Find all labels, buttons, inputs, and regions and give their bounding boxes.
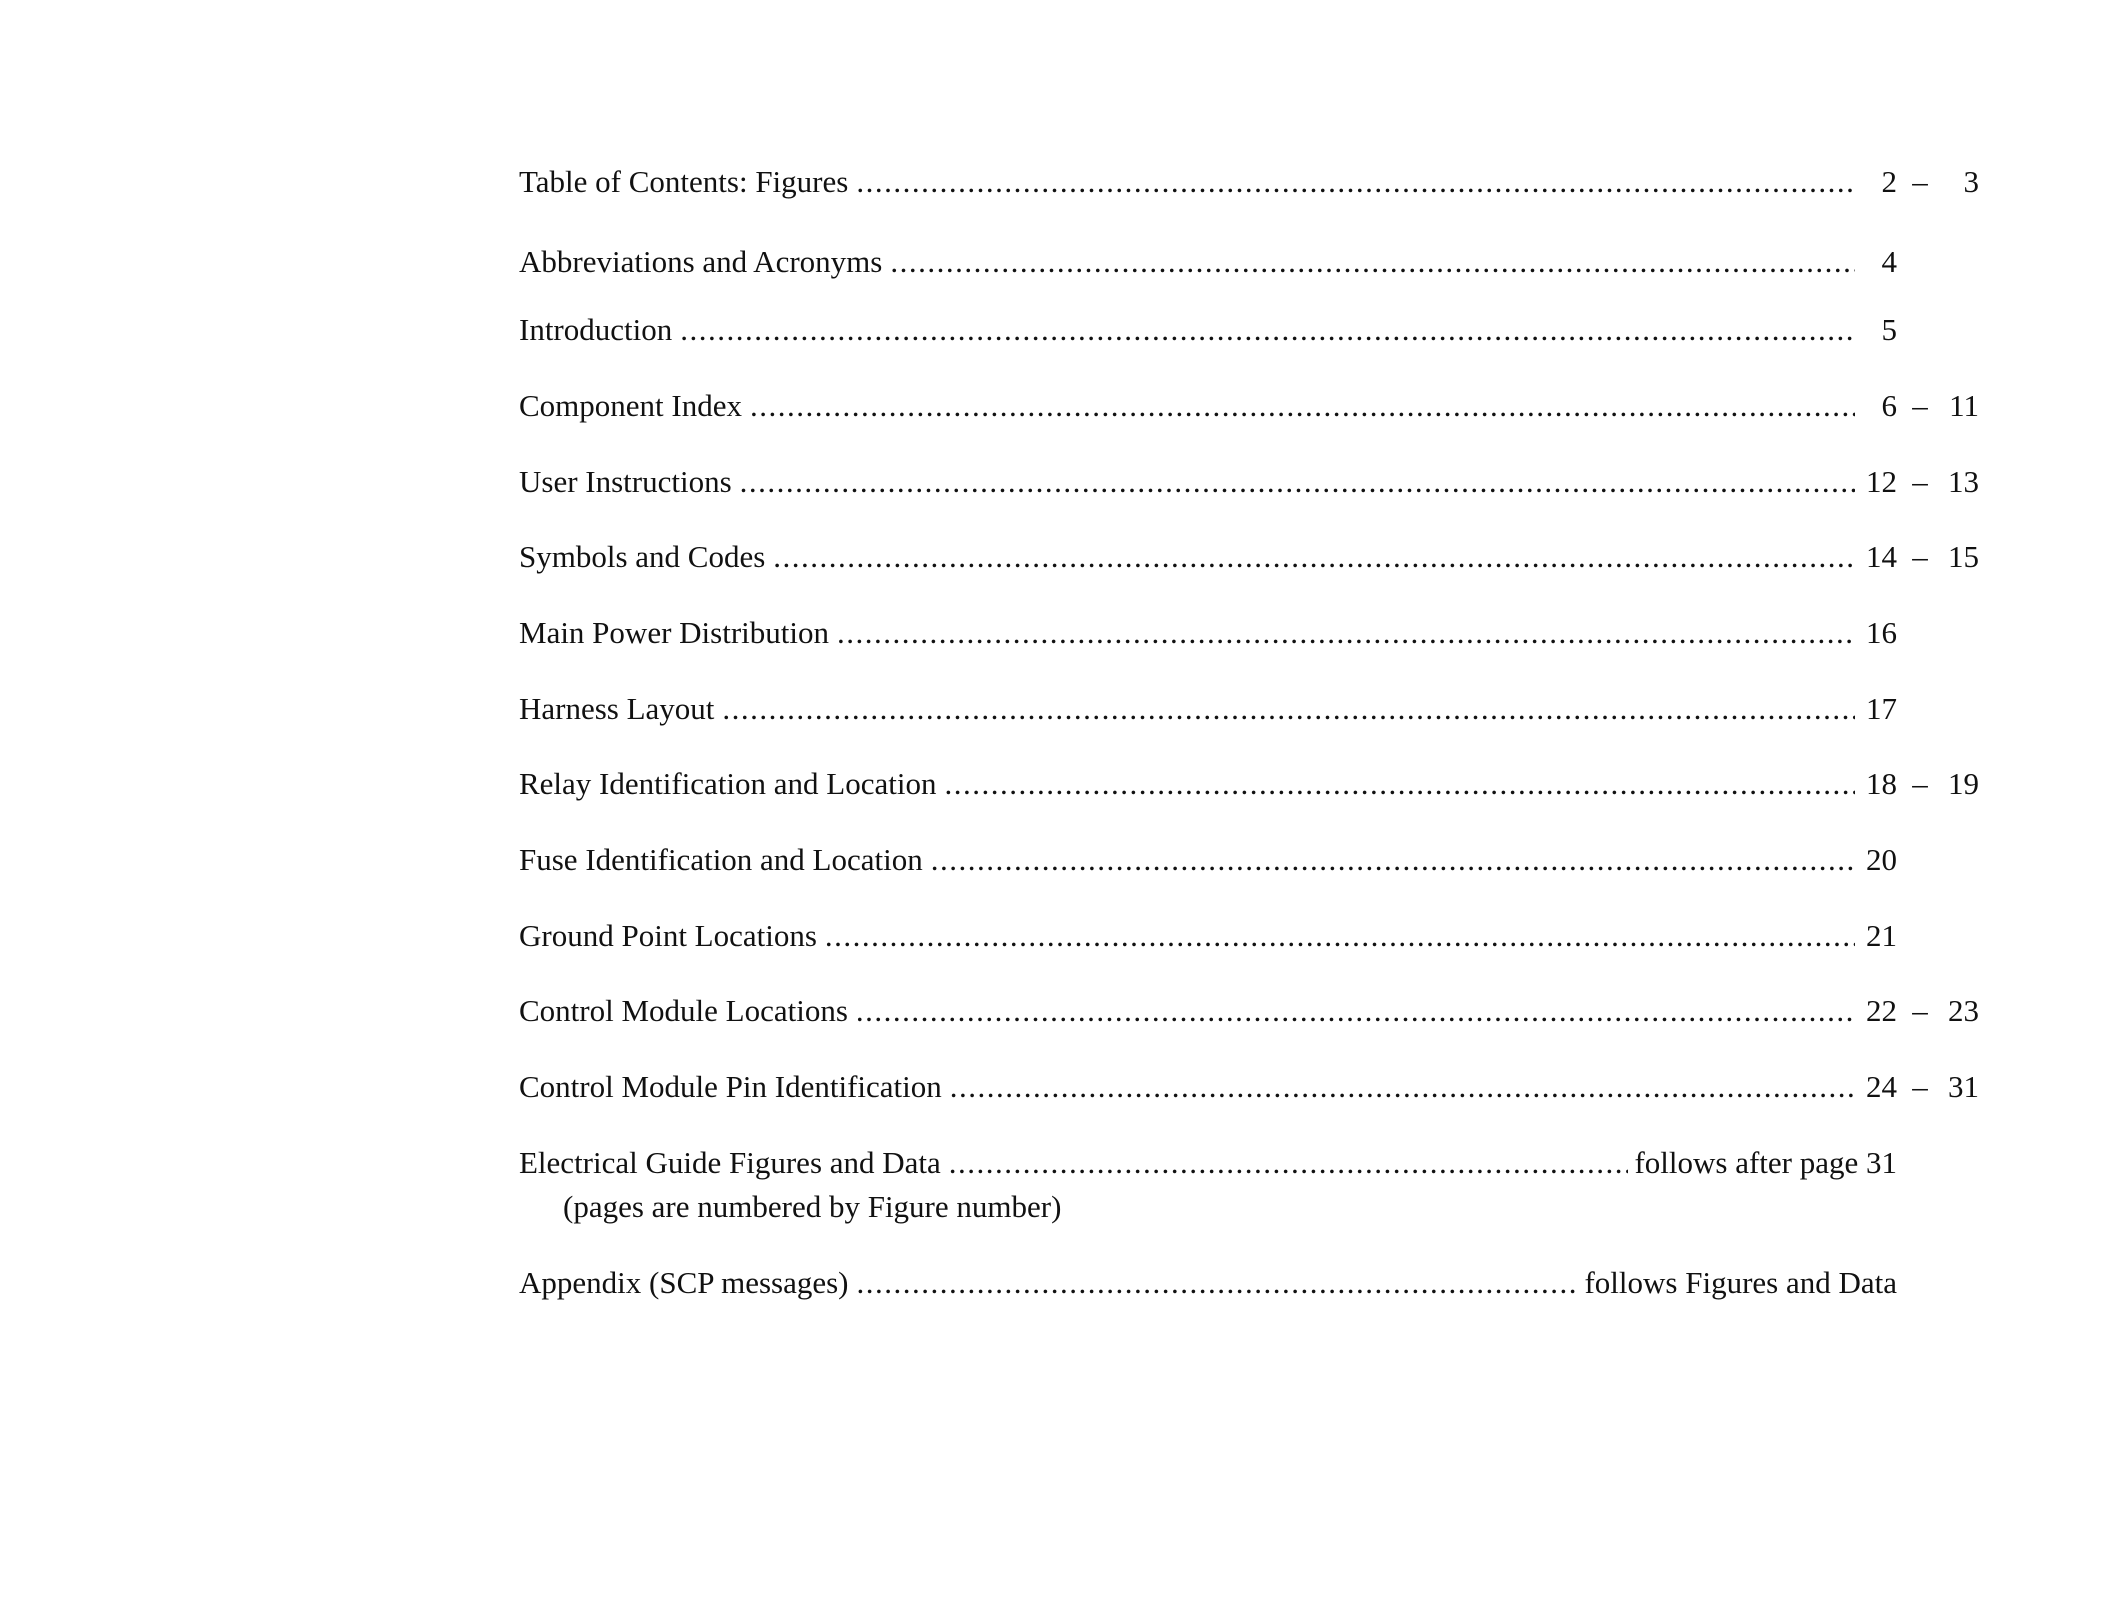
- toc-entry-label: Relay Identification and Location: [519, 766, 937, 801]
- page-range-dash: –: [1912, 1069, 1928, 1104]
- toc-entry-pages: [1861, 160, 1979, 204]
- toc-entry: [519, 1261, 1979, 1305]
- toc-entry-pages: [1861, 308, 1979, 352]
- dot-leader: [722, 687, 1855, 731]
- toc-entry: [519, 535, 1979, 579]
- toc-entry: [519, 460, 1979, 504]
- page-end: 31: [1948, 1069, 1979, 1104]
- page-range-dash: –: [1912, 993, 1928, 1028]
- toc-entry-note: (pages are numbered by Figure number): [563, 1189, 1062, 1224]
- dot-leader: [949, 1141, 1629, 1185]
- toc-entry-pages: [1861, 838, 1979, 882]
- page-start: 12: [1866, 464, 1897, 499]
- toc-entry-label: Component Index: [519, 388, 742, 423]
- toc-entry-pages: [1861, 687, 1979, 731]
- page-start: 2: [1881, 164, 1897, 199]
- page-end: 3: [1963, 164, 1979, 199]
- page-start: 5: [1881, 312, 1897, 347]
- page-start: 16: [1866, 615, 1897, 650]
- page-range-dash: –: [1912, 388, 1928, 423]
- page-start: 18: [1866, 766, 1897, 801]
- page-range-dash: –: [1912, 539, 1928, 574]
- page-start: 21: [1866, 918, 1897, 953]
- toc-entry: [519, 914, 1979, 958]
- toc-entry-label: Control Module Locations: [519, 993, 848, 1028]
- page-range-dash: –: [1912, 766, 1928, 801]
- page-range-dash: –: [1912, 164, 1928, 199]
- page-text: follows Figures and Data: [1584, 1265, 1897, 1300]
- page-end: 11: [1949, 388, 1979, 423]
- page-start: 20: [1866, 842, 1897, 877]
- toc-entry-label: Fuse Identification and Location: [519, 842, 923, 877]
- dot-leader: [680, 308, 1855, 352]
- toc-entry-label: Electrical Guide Figures and Data: [519, 1145, 941, 1180]
- toc-entry: [519, 1065, 1979, 1109]
- toc-entry-label: Introduction: [519, 312, 673, 347]
- toc-entry-pages: [1861, 460, 1979, 504]
- toc-entry: [519, 687, 1979, 731]
- dot-leader: [945, 762, 1856, 806]
- toc-entry-pages: [1861, 611, 1979, 655]
- toc-entry-pages: [1861, 535, 1979, 579]
- page-end: 13: [1948, 464, 1979, 499]
- page-start: 24: [1866, 1069, 1897, 1104]
- dot-leader: [950, 1065, 1855, 1109]
- page-start: 22: [1866, 993, 1897, 1028]
- toc-entry-pages: [1861, 240, 1979, 284]
- toc-entry-label: Harness Layout: [519, 691, 715, 726]
- page-start: 4: [1881, 244, 1897, 279]
- page-start: 14: [1866, 539, 1897, 574]
- dot-leader: [825, 914, 1855, 958]
- toc-entry-pages: [1584, 1261, 1979, 1305]
- page-text: follows after page 31: [1634, 1145, 1897, 1180]
- page-end: 15: [1948, 539, 1979, 574]
- toc-entry: [519, 308, 1979, 352]
- toc-entry: [519, 1141, 1979, 1185]
- toc-entry: [519, 989, 1979, 1033]
- toc-entry-label: Control Module Pin Identification: [519, 1069, 942, 1104]
- dot-leader: [890, 240, 1855, 284]
- toc-entry-label: Main Power Distribution: [519, 615, 829, 650]
- toc-entry-label: Table of Contents: Figures: [519, 164, 849, 199]
- toc-entry-pages: [1861, 384, 1979, 428]
- toc-entry-label: User Instructions: [519, 464, 732, 499]
- toc-entry-label: Ground Point Locations: [519, 918, 817, 953]
- toc-entry-pages: [1861, 1065, 1979, 1109]
- toc-entry-label: Appendix (SCP messages): [519, 1265, 849, 1300]
- dot-leader: [856, 160, 1855, 204]
- dot-leader: [856, 989, 1855, 1033]
- toc-entry: [519, 762, 1979, 806]
- toc-entry-label: Abbreviations and Acronyms: [519, 244, 883, 279]
- dot-leader: [857, 1261, 1579, 1305]
- dot-leader: [931, 838, 1855, 882]
- dot-leader: [773, 535, 1855, 579]
- toc-entry: [519, 160, 1979, 204]
- page-end: 23: [1948, 993, 1979, 1028]
- toc-entry-pages: [1861, 914, 1979, 958]
- page-end: 19: [1948, 766, 1979, 801]
- toc-entry-pages: [1861, 989, 1979, 1033]
- dot-leader: [837, 611, 1855, 655]
- toc-entry-pages: [1861, 762, 1979, 806]
- dot-leader: [740, 460, 1855, 504]
- toc-entry: [519, 611, 1979, 655]
- page-range-dash: –: [1912, 464, 1928, 499]
- toc-entry: [519, 240, 1979, 284]
- page-start: 17: [1866, 691, 1897, 726]
- toc-entry: [519, 384, 1979, 428]
- toc-entry: [519, 838, 1979, 882]
- page-start: 6: [1881, 388, 1897, 423]
- toc-entry-label: Symbols and Codes: [519, 539, 766, 574]
- dot-leader: [750, 384, 1855, 428]
- toc-entry-pages: [1634, 1141, 1979, 1185]
